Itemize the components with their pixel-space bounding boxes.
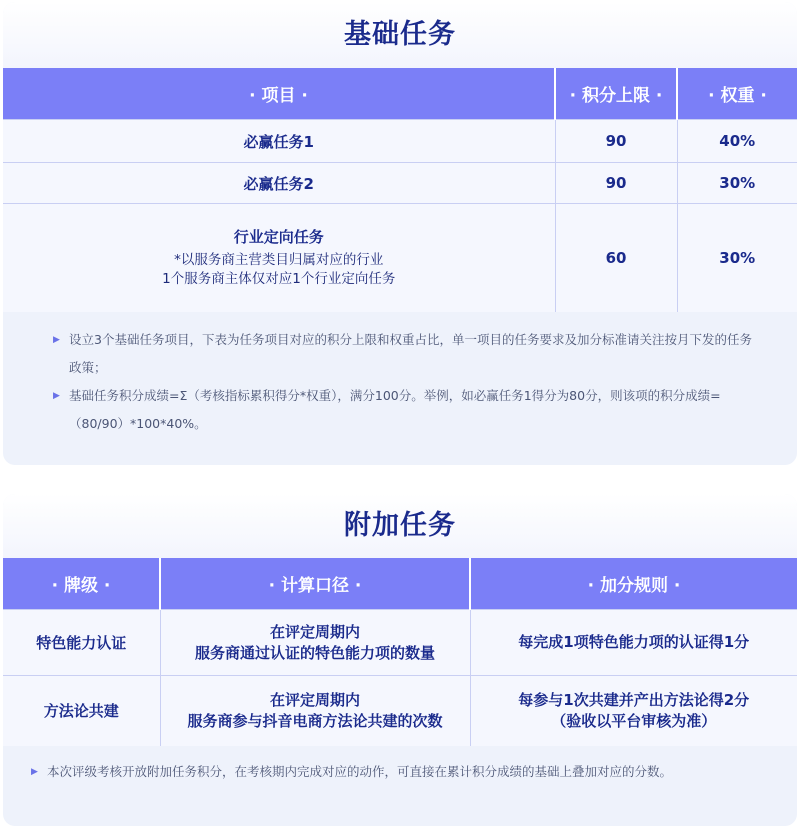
header-level: · 牌级 · [3,558,160,610]
calc-line: 在评定周期内 [269,622,360,641]
task-weight: 30% [677,204,797,312]
header-weight: · 权重 · [677,68,797,120]
extra-task-title: 附加任务 [3,494,797,558]
extra-task-card [3,494,797,826]
task-limit: 90 [555,120,677,163]
basic-task-card [3,2,797,465]
task-weight: 40% [677,120,797,163]
calc-cell [160,610,470,676]
header-score-limit: · 积分上限 · [555,68,677,120]
task-name: 必赢任务1 [3,120,555,163]
header-item: · 项目 · [3,68,555,120]
note-item [31,758,787,786]
task-limit: 60 [555,204,677,312]
task-weight: 30% [677,163,797,204]
table-row [3,163,797,204]
task-note: *以服务商主营类目归属对应的行业 [174,252,384,269]
task-note: 1个服务商主体仅对应1个行业定向任务 [162,271,396,288]
rule-line: 每参与1次共建并产出方法论得2分 [518,690,750,709]
note-text: 设立3个基础任务项目，下表为任务项目对应的积分上限和权重占比，单一项目的任务要求及加分标准请关注按月下发的任务政策； [69,331,752,375]
level-name: 特色能力认证 [3,610,160,676]
triangle-bullet-icon: ▶ [53,390,60,401]
basic-task-title: 基础任务 [3,2,797,68]
table-row [3,676,797,746]
extra-notes [3,746,797,786]
extra-task-table [3,558,797,746]
calc-line: 服务商通过认证的特色能力项的数量 [194,643,435,662]
table-row [3,204,797,312]
header-rule: · 加分规则 · [470,558,797,610]
table-row [3,610,797,676]
level-name: 方法论共建 [3,676,160,746]
task-name: 行业定向任务 [233,228,324,247]
basic-task-table [3,68,797,312]
task-name-cell [3,204,555,312]
calc-line: 服务商参与抖音电商方法论共建的次数 [187,711,443,730]
note-item [53,382,759,438]
calc-line: 在评定周期内 [269,690,360,709]
note-text: 基础任务积分成绩=Σ（考核指标累积得分*权重），满分100分。举例，如必赢任务1得分为80分，则该项的积分成绩=（80/90）*100*40%。 [69,387,721,431]
rule-line: （验收以平台审核为准） [551,711,717,730]
rule-cell [470,676,797,746]
table-header-row [3,558,797,610]
triangle-bullet-icon: ▶ [31,766,38,777]
header-calc: · 计算口径 · [160,558,470,610]
basic-notes [3,312,797,438]
table-row [3,120,797,163]
triangle-bullet-icon: ▶ [53,334,60,345]
rule-line: 每完成1项特色能力项的认证得1分 [518,633,750,651]
note-item [53,326,759,382]
rule-cell [470,610,797,676]
task-limit: 90 [555,163,677,204]
table-header-row [3,68,797,120]
calc-cell [160,676,470,746]
task-name: 必赢任务2 [3,163,555,204]
note-text: 本次评级考核开放附加任务积分，在考核期内完成对应的动作，可直接在累计积分成绩的基础上叠加对应的分数。 [47,763,673,779]
